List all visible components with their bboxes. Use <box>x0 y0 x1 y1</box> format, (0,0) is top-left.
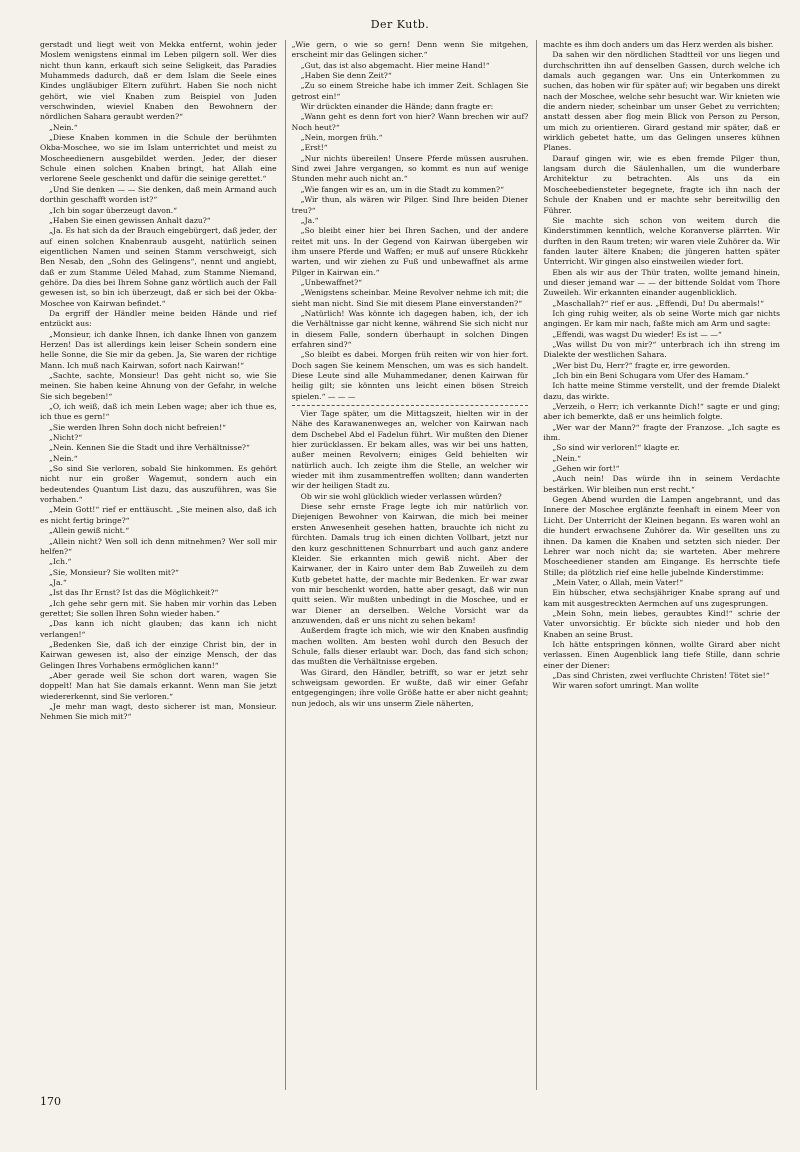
paragraph: Da ergriff der Händler meine beiden Hände und rief entzückt aus: <box>40 308 277 329</box>
paragraph: „Nur nichts übereilen! Unsere Pferde müssen ausruhen. Sind zwei Jahre vergangen, so kommt es nun auf wenige Stunden mehr auch nicht an.“ <box>291 153 529 184</box>
paragraph: Diese sehr ernste Frage legte ich mir natürlich vor. Diejenigen Bewohner von Kairwan, die mich bei meiner ersten Anwesenheit gesehen hatten, brauchte ich nicht zu fürchten. Damals trug ich einen dichten Vollbart, jetzt nur den kurz geschnittenen Schnurrbart und auch ganz andere Kleider. Sie erkannten mich gewiß nicht. Aber der Kairwaner, der in Kairo unter dem Bab Zuweileh zu dem Kutb gebetet hatte, der machte mir Bedenken. Er war zwar von mir beschenkt worden, hatte aber gesagt, daß wir nun quitt seien. Wir mußten unbedingt in die Moschee, und er war Diener an derselben. Welche Vorsicht war da anzuwenden, daß er uns nicht zu sehen bekam! <box>291 502 529 625</box>
text-column-2 <box>285 40 529 1090</box>
paragraph: „Mein Vater, o Allah, mein Vater!“ <box>552 577 684 587</box>
paragraph: „Allein nicht? Wen soll ich denn mitnehmen? Wer soll mir helfen?“ <box>40 536 277 556</box>
paragraph: „So sind wir verloren!“ klagte er. <box>552 443 680 453</box>
paragraph: Ich hätte entspringen können, wollte Girard aber nicht verlassen. Einen Augenblick lang tiefe Stille, dann schrie einer der Diener: <box>543 639 781 670</box>
paragraph: „Das kann ich nicht glauben; das kann ich nicht verlangen!“ <box>40 619 277 639</box>
paragraph: Eben als wir aus der Thür traten, wollte jemand hinein, und dieser jemand war — — der bittende Soldat vom Thore Zuweileh. Wir erkannten einander augenblicklich. <box>543 267 781 298</box>
paragraph: „Wie fangen wir es an, um in die Stadt zu kommen?“ <box>300 184 505 194</box>
paragraph: „Ich bin ein Beni Schugara vom Ufer des Hamam.“ <box>552 371 749 380</box>
text-column-3 <box>536 40 780 1090</box>
paragraph: „So bleibt es dabei. Morgen früh reiten wir von hier fort. Doch sagen Sie keinem Menschen, um was es sich handelt. Diese Leute sind alle Muhammedaner, denen Kairwan für heilig gilt; sie könnten uns leicht einen bösen Streich spielen.“ — — — <box>291 350 529 401</box>
paragraph: Darauf gingen wir, wie es eben fremde Pilger thun, langsam durch die Säulenhallen, um die wunderbare Architektur zu betrachten. Als uns da ein Moscheebediensteter begegnete, fragte ich ihn nach der Schule der Knaben und er machte sehr bereitwillig den Führer. <box>543 153 781 215</box>
paragraph: machte es ihm doch anders um das Herz werden als bisher. <box>543 40 774 49</box>
paragraph: „Diese Knaben kommen in die Schule der berühmten Okba-Moschee, wo sie im Islam unterrichtet und meist zu Moscheedienern ausgebildet werden. Jeder, der dieser Schule einen solchen Knaben bringt, hat Allah eine verlorene Seele geschenkt und dafür die seinige gerettet.“ <box>40 133 277 184</box>
text-columns <box>40 40 780 1090</box>
paragraph: „Ich bin sogar überzeugt davon.“ <box>49 205 178 215</box>
paragraph: „Mein Gott!“ rief er enttäuscht. „Sie meinen also, daß ich es nicht fertig bringe?“ <box>40 505 277 525</box>
paragraph: „Je mehr man wagt, desto sicherer ist man, Monsieur. Nehmen Sie mich mit?“ <box>40 702 277 722</box>
paragraph: „Effendi, was wagst Du wieder! Es ist — —“ <box>552 329 722 339</box>
paragraph: „Natürlich! Was könnte ich dagegen haben, ich, der ich die Verhältnisse gar nicht kenne, während Sie sich nicht nur in diesem Falle, sondern überhaupt in solchen Dingen erfahren sind?“ <box>291 308 529 349</box>
paragraph: „Wenigstens scheinbar. Meine Revolver nehme ich mit; die sieht man nicht. Sind Sie mit diesem Plane einverstanden?“ <box>291 288 529 308</box>
paragraph: Ein hübscher, etwa sechsjähriger Knabe sprang auf und kam mit ausgestreckten Aermchen auf uns zugesprungen. <box>543 588 781 608</box>
paragraph: „Ich.“ <box>49 557 72 567</box>
paragraph: „Haben Sie denn Zeit?“ <box>300 71 392 81</box>
paragraph: „Nein, morgen früh.“ <box>300 133 383 143</box>
paragraph: „Sie werden Ihren Sohn doch nicht befreien!“ <box>49 422 226 432</box>
paragraph: „So sind Sie verloren, sobald Sie hinkommen. Es gehört nicht nur ein großer Wagemut, sondern auch ein bedeutendes Quantum List dazu, das auszuführen, was Sie vorhaben.“ <box>40 464 277 505</box>
paragraph: „Wie gern, o wie so gern! Denn wenn Sie mitgehen, erscheint mir das Gelingen sicher.“ <box>291 40 529 60</box>
paragraph: „Haben Sie einen gewissen Anhalt dazu?“ <box>49 215 211 225</box>
paragraph: „Zu so einem Streiche habe ich immer Zeit. Schlagen Sie getrost ein!“ <box>291 81 529 101</box>
paragraph: Ich ging ruhig weiter, als ob seine Worte mich gar nichts angingen. Er kam mir nach, faßte mich am Arm und sagte: <box>543 308 781 329</box>
paragraph: „Nein.“ <box>49 122 78 132</box>
paragraph: Sie machte sich schon von weitem durch die Kinderstimmen kenntlich, welche Koranverse plärrten. Wir durften in den Raum treten; wir waren viele Zuhörer da. Wir fanden lauter ältere Knaben; die jüngeren hatten später Unterricht. Wir gingen also einstweilen wieder fort. <box>543 215 781 267</box>
paragraph: Da sahen wir den nördlichen Stadtteil vor uns liegen und durchschritten ihn auf denselben Gassen, durch welche ich damals auch gegangen war. Uns ein Unterkommen zu suchen, das hoben wir für später auf; wir begaben uns direkt nach der Moschee, welche sehr besucht war. Wir knieten wie die andern nieder, scheinbar um unser Gebet zu verrichten; anstatt dessen aber flog mein Blick von Person zu Person, um mich zu orientieren. Girard gestand mir später, daß er wirklich gebetet hatte, um das Gelingen unseres kühnen Planes. <box>543 50 781 153</box>
running-head: Der Kutb. <box>370 18 430 31</box>
paragraph: „Ja. Es hat sich da der Brauch eingebürgert, daß jeder, der auf einen solchen Knabenraub ausgeht, natürlich seinen eigentlichen Namen und seinen Stamm verschweigt, sich Ben Nesab, den „Sohn des Gelingens“, nennt und angiebt, daß er zum Stamme Uéled Mahad, zum Stamme Niemand, gehöre. Da dies bei Ihrem Sohne ganz wörtlich auch der Fall gewesen ist, so bin ich überzeugt, daß er sich bei der Okba-Moschee von Kairwan befindet.“ <box>40 226 277 308</box>
text-column-1 <box>40 40 277 1090</box>
paragraph: „Sachte, sachte, Monsieur! Das geht nicht so, wie Sie meinen. Sie haben keine Ahnung von der Gefahr, in welche Sie sich begeben!“ <box>40 371 277 401</box>
paragraph: „Verzeih, o Herr; ich verkannte Dich!“ sagte er und ging; aber ich bemerkte, daß er uns heimlich folgte. <box>543 402 781 422</box>
paragraph: „Unbewaffnet?“ <box>300 277 363 287</box>
paragraph: „Auch nein! Das würde ihn in seinem Verdachte bestärken. Wir bleiben nun erst recht.“ <box>543 474 781 494</box>
paragraph: „Erst!“ <box>300 143 328 153</box>
paragraph: „Allein gewiß nicht.“ <box>49 526 130 536</box>
paragraph: Was Girard, den Händler, betrifft, so war er jetzt sehr schweigsam geworden. Er wußte, daß wir einer Gefahr entgegengingen; ihre volle Größe hatte er aber nicht geahnt; nun jedoch, als wir uns unserm Ziele näherten, <box>291 667 529 708</box>
page-number: 170 <box>40 1095 61 1108</box>
paragraph: „Bedenken Sie, daß ich der einzige Christ bin, der in Kairwan gewesen ist, also der einzige Mensch, der das Gelingen Ihres Vorhabens ermöglichen kann!“ <box>40 639 277 670</box>
paragraph: „Nein.“ <box>552 453 582 463</box>
paragraph: „Wir thun, als wären wir Pilger. Sind Ihre beiden Diener treu?“ <box>291 195 529 215</box>
paragraph: „Und Sie denken — — Sie denken, daß mein Armand auch dorthin geschafft worden ist?“ <box>40 184 277 205</box>
paragraph: gerstadt und liegt weit von Mekka entfernt, wohin jeder Moslem wenigstens einmal im Leben pilgern soll. Wer dies nicht thun kann, erkauft sich seine Seligkeit, das Paradies Muhammeds dadurch, daß er dem Islam die Seele eines Kindes ungläubiger Eltern zuführt. Haben Sie noch nicht gehört, wie viel Knaben zum Beispiel von Juden verschwinden, wieviel Knaben den Bewohnern der nördlichen Sahara geraubt werden?“ <box>40 40 277 122</box>
paragraph: Außerdem fragte ich mich, wie wir den Knaben ausfindig machen wollten. Am besten wohl durch den Besuch der Schule, falls dieser erlaubt war. Doch, das fand sich schon; das mußten die Verhältnisse ergeben. <box>291 626 529 667</box>
paragraph: „Aber gerade weil Sie schon dort waren, wagen Sie doppelt! Man hat Sie damals erkannt. Wenn man Sie jetzt wiedererkennt, sind Sie verloren.“ <box>40 670 277 701</box>
paragraph: „Ich gehe sehr gern mit. Sie haben mir vorhin das Leben gerettet; Sie sollen Ihren Sohn wieder haben.“ <box>40 598 277 618</box>
paragraph: „O, ich weiß, daß ich mein Leben wage; aber ich thue es, ich thue es gern!“ <box>40 402 277 422</box>
paragraph: „Nicht?“ <box>49 433 83 443</box>
paragraph: Ob wir sie wohl glücklich wieder verlassen würden? <box>300 491 502 501</box>
paragraph: „Wer bist Du, Herr?“ fragte er, irre geworden. <box>552 360 731 370</box>
paragraph: „Nein. Kennen Sie die Stadt und ihre Verhältnisse?“ <box>49 443 250 453</box>
paragraph: Vier Tage später, um die Mittagszeit, hielten wir in der Nähe des Karawanenweges an, welcher von Kairwan nach dem Dschebel Abd el Fadelun führt. Wir mußten den Diener hier zurücklassen. Er bekam alles, was wir bei uns hatten, außer meinen Revolvern; einiges Geld behielten wir natürlich auch. Ich zeigte ihm die Stelle, an welcher wir wieder mit ihm zusammentreffen wollten; dann wanderten wir der heiligen Stadt zu. <box>291 409 529 491</box>
paragraph: „Sie, Monsieur? Sie wollten mit?“ <box>49 567 179 577</box>
section-break <box>292 405 529 406</box>
paragraph: „Was willst Du von mir?“ unterbrach ich ihn streng im Dialekte der westlichen Sahara. <box>543 339 781 360</box>
paragraph: „Maschallah?“ rief er aus. „Effendi, Du! Du abermals!“ <box>552 298 764 308</box>
paragraph: Wir waren sofort umringt. Man wollte <box>552 681 699 691</box>
paragraph: „Monsieur, ich danke Ihnen, ich danke Ihnen von ganzem Herzen! Das ist allerdings kein leiser Schein sondern eine helle Sonne, die Sie mir da geben. Ja, Sie waren der richtige Mann. Ich muß nach Kairwan, sofort nach Kairwan!“ <box>40 329 277 370</box>
paragraph: „Ja.“ <box>300 215 319 225</box>
paragraph: Gegen Abend wurden die Lampen angebrannt, und das Innere der Moschee erglänzte feenhaft in einem Meer von Licht. Der Unterricht der Kleinen begann. Es waren wohl an die hundert erwachsene Zuhörer da. Wir gesellten uns zu ihnen. Da kamen die Knaben und setzten sich nieder. Der Lehrer war noch nicht da; sie warteten. Aber mehrere Moscheediener standen am Eingange. Es herrschte tiefe Stille; da plötzlich rief eine helle jubelnde Kinderstimme: <box>543 495 781 577</box>
paragraph: „Das sind Christen, zwei verfluchte Christen! Tötet sie!“ <box>552 670 770 680</box>
paragraph: Ich hatte meine Stimme verstellt, und der fremde Dialekt dazu, das wirkte. <box>543 381 781 401</box>
paragraph: „Wann geht es denn fort von hier? Wann brechen wir auf? Noch heut?“ <box>291 112 529 132</box>
paragraph: „Mein Sohn, mein liebes, geraubtes Kind!“ schrie der Vater unvorsichtig. Er bückte sich nieder und hob den Knaben an seine Brust. <box>543 608 781 639</box>
paragraph: „Wer war der Mann?“ fragte der Franzose. „Ich sagte es ihm. <box>543 422 781 443</box>
paragraph: „Gut, das ist also abgemacht. Hier meine Hand!“ <box>300 60 490 70</box>
paragraph: „Gehen wir fort!“ <box>552 464 620 474</box>
paragraph: „So bleibt einer hier bei Ihren Sachen, und der andere reitet mit uns. In der Gegend von Kairwan übergeben wir ihm unsere Pferde und Waffen; er muß auf unsere Rückkehr warten, und wir ziehen zu Fuß und unbewaffnet als arme Pilger in Kairwan ein.“ <box>291 226 529 277</box>
paragraph: „Ja.“ <box>49 577 67 587</box>
paragraph: „Ist das Ihr Ernst? Ist das die Möglichkeit?“ <box>49 588 219 598</box>
paragraph: Wir drückten einander die Hände; dann fragte er: <box>300 102 494 112</box>
paragraph: „Nein.“ <box>49 453 78 463</box>
